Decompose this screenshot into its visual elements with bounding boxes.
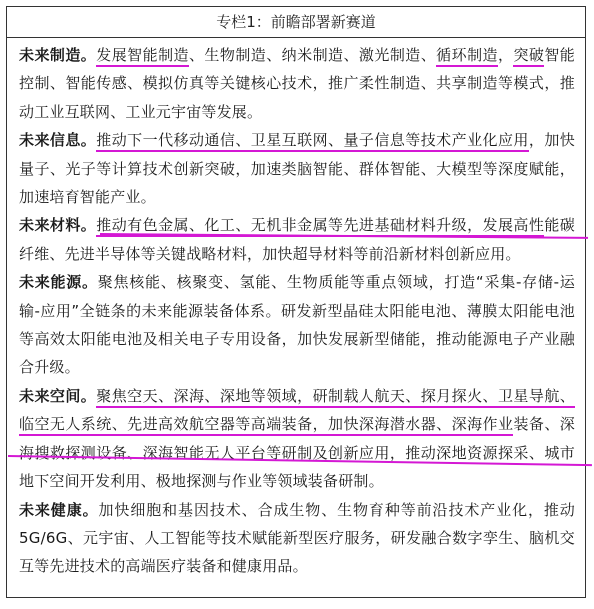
section-health	[19, 496, 575, 581]
section-information	[19, 126, 575, 211]
box-body	[7, 38, 585, 581]
section-heading: 未来能源。	[19, 273, 98, 292]
section-heading: 未来材料。	[19, 216, 97, 235]
section-heading: 未来空间。	[19, 386, 97, 405]
section-heading: 未来健康。	[19, 500, 99, 519]
highlighted-text: 推动有色金属、化工、无机非金属等先进基础材料升级，发展高性	[96, 216, 544, 237]
body-text: 装备、深海搜救探测设备、深海智能无人平台等研制及创新应用，推动深地资源探采、城市地下空间开发利用、极地探测与作业等领域装备研制。	[19, 415, 575, 491]
body-text: 、生物制造、纳米制造、激光制造、	[188, 46, 437, 64]
highlighted-text: 循环制造	[436, 46, 498, 67]
section-heading: 未来制造。	[19, 46, 97, 64]
feature-box	[6, 6, 586, 598]
highlighted-text: 推动下一代移动通信、卫星互联网、量子信息等技术产业化应用	[96, 131, 529, 152]
body-text: ，	[497, 46, 514, 64]
section-materials	[19, 211, 575, 268]
highlighted-text: 突破	[513, 46, 544, 67]
highlighted-text: 聚焦空天、深海、深地等领域，研制载人航天、探月探火、卫星导航、临空无人系统、先进高效航空器等高端装备，加快深海潜水器、深海作业	[19, 387, 575, 436]
section-space	[19, 382, 575, 496]
body-text: 加快细胞和基因技术、合成生物、生物育种等前沿技术产业化，推动5G/6G、元宇宙、人工智能等技术赋能新型医疗服务，研发融合数字孪生、脑机交互等先进技术的高端医疗装备和健康用品。	[19, 500, 575, 576]
body-text: 聚焦核能、核聚变、氢能、生物质能等重点领域，打造“采集-存储-运输-应用”全链条的未来能源装备体系。研发新型晶硅太阳能电池、薄膜太阳能电池等高效太阳能电池及相关电子专用设备，加快发展新型储能，推动能源电子产业融合升级。	[19, 273, 575, 377]
section-manufacturing	[19, 41, 575, 126]
body-text: 能碳纤维、先进半导体等关键战略材料，加快超导材料等前沿新材料创新应用。	[19, 216, 575, 263]
highlighted-text: 发展智能制造	[96, 46, 189, 67]
body-text: ，加快量子、光子等计算技术创新突破，加速类脑智能、群体智能、大模型等深度赋能，加速培育智能产业。	[19, 131, 575, 207]
section-energy	[19, 268, 575, 382]
body-text: 智能控制、智能传感、模拟仿真等关键核心技术，推广柔性制造、共享制造等模式，推动工业互联网、工业元宇宙等发展。	[19, 46, 575, 121]
section-heading: 未来信息。	[19, 131, 97, 150]
box-title: 专栏1：前瞻部署新赛道	[7, 7, 585, 38]
